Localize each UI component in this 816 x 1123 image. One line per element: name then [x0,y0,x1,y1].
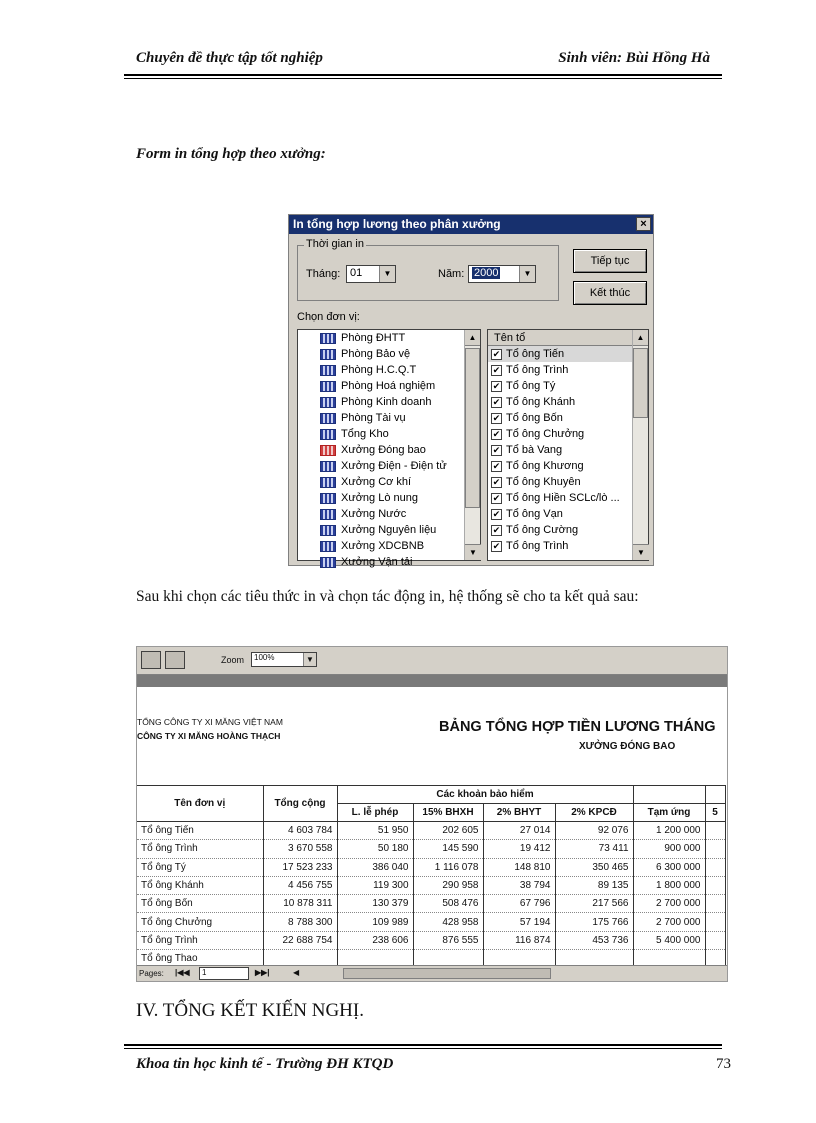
table-icon [320,413,336,424]
preview-toolbar [137,647,727,675]
row-value [705,913,725,931]
unit-label-text: Phòng Bảo vệ [341,348,411,360]
unit-label-text: Xưởng Lò nung [341,492,418,504]
row-value: 2 700 000 [633,913,705,931]
unit-label-text: Phòng Kinh doanh [341,396,432,408]
unit-list-item[interactable] [298,442,480,458]
team-list-item[interactable] [488,538,648,554]
scroll-up-icon[interactable]: ▲ [465,330,480,346]
zoom-select[interactable] [251,652,317,667]
scroll-down-icon[interactable]: ▼ [465,544,481,560]
row-value: 67 796 [483,895,555,913]
report-subtitle: XƯỞNG ĐÓNG BAO [579,741,676,752]
checkbox-icon[interactable]: ✔ [492,364,501,375]
team-list-item[interactable] [488,346,648,362]
unit-label-text: Xưởng Điện - Điện tử [341,460,447,472]
row-unit-name: Tổ ông Trình [137,840,263,858]
unit-list-item[interactable] [298,490,480,506]
team-label-text: Tổ ông Chưởng [506,428,585,440]
unit-list-item[interactable] [298,410,480,426]
report-title: BẢNG TỔNG HỢP TIỀN LƯƠNG THÁNG [439,719,716,735]
scroll-left-icon[interactable]: ◀ [293,968,300,977]
team-label-text: Tổ ông Cường [506,524,579,536]
team-list-header: Tên tổ [488,330,648,346]
team-list-item[interactable] [488,506,648,522]
footer-rule-thin [124,1048,722,1049]
row-value [705,876,725,894]
row-value: 900 000 [633,840,705,858]
row-unit-name: Tổ ông Khánh [137,876,263,894]
row-value: 57 194 [483,913,555,931]
row-value: 89 135 [555,876,633,894]
checkbox-icon[interactable]: ✔ [492,348,501,359]
table-icon [320,365,336,376]
page-value: 1 [202,968,207,977]
col-bhyt: 2% BHYT [483,804,555,822]
checkbox-icon[interactable]: ✔ [492,444,501,455]
team-list-item[interactable] [488,410,648,426]
row-value: 5 400 000 [633,931,705,949]
unit-list-item[interactable] [298,346,480,362]
team-label-text: Tổ ông Khánh [506,396,576,408]
team-list-scrollbar[interactable] [632,330,648,560]
unit-list-item[interactable] [298,426,480,442]
checkbox-icon[interactable]: ✔ [492,540,501,551]
col-leave: L. lễ phép [337,804,413,822]
unit-label-text: Xưởng Đóng bao [341,444,426,456]
row-value: 27 014 [483,822,555,840]
row-value: 876 555 [413,931,483,949]
unit-list-item[interactable] [298,554,480,570]
scroll-thumb[interactable] [633,348,648,418]
team-label-text: Tổ ông Vạn [506,508,563,520]
print-icon[interactable] [141,651,161,669]
page-header [136,50,722,72]
table-icon [320,477,336,488]
row-value: 130 379 [337,895,413,913]
report-preview [136,646,728,982]
unit-list-item[interactable] [298,538,480,554]
footer-rule [124,1044,722,1046]
table-icon [320,333,336,344]
dialog-title: In tổng hợp lương theo phân xưởng [293,217,501,231]
unit-label-text: Phòng ĐHTT [341,332,406,344]
row-value: 453 736 [555,931,633,949]
row-unit-name: Tổ ông Thao [137,950,263,968]
checkbox-icon[interactable]: ✔ [492,524,501,535]
month-value: 01 [350,267,363,279]
table-icon [320,493,336,504]
time-group [297,238,559,301]
col-kpcd: 2% KPCĐ [555,804,633,822]
row-value: 145 590 [413,840,483,858]
table-icon [320,349,336,360]
team-label-text: Tổ ông Khương [506,460,584,472]
team-label-text: Tổ ông Tý [506,380,556,392]
row-value: 8 788 300 [263,913,337,931]
team-list-item[interactable] [488,474,648,490]
row-value: 1 116 078 [413,858,483,876]
month-label: Tháng: [306,268,341,280]
unit-label-text: Xưởng Vận tải [341,556,413,568]
row-value: 4 603 784 [263,822,337,840]
scroll-thumb[interactable] [465,348,480,508]
row-value [705,858,725,876]
table-row [137,931,725,949]
checkbox-icon[interactable]: ✔ [492,460,501,471]
unit-list-item[interactable] [298,522,480,538]
header-left: Chuyên đề thực tập tốt nghiệp [136,50,323,66]
team-label-text: Tổ ông Hiền SCLc/lò ... [506,492,620,504]
year-label: Năm: [438,268,465,280]
col-more: 5 [705,804,725,822]
checkbox-icon[interactable]: ✔ [492,396,501,407]
row-unit-name: Tổ ông Chưởng [137,913,263,931]
section-title: IV. TỔNG KẾT KIẾN NGHỊ. [136,1000,364,1021]
row-value: 50 180 [337,840,413,858]
unit-label-text: Phòng Hoá nghiệm [341,380,436,392]
unit-list-item[interactable] [298,458,480,474]
col-bhxh: 15% BHXH [413,804,483,822]
row-value: 51 950 [337,822,413,840]
team-list-item[interactable] [488,458,648,474]
toolbar-divider [137,675,727,687]
row-value: 1 800 000 [633,876,705,894]
unit-label-text: Xưởng Cơ khí [341,476,412,488]
end-button[interactable]: Kết thúc [573,281,647,305]
team-label-text: Tổ ông Trình [506,540,569,552]
table-icon [320,381,336,392]
header-rule [124,74,722,76]
col-insurance-group: Các khoản bảo hiểm [337,786,633,804]
checkbox-icon[interactable]: ✔ [492,492,501,503]
table-row [137,895,725,913]
row-value: 202 605 [413,822,483,840]
table-icon [320,397,336,408]
row-value: 73 411 [555,840,633,858]
row-unit-name: Tổ ông Tiến [137,822,263,840]
form-caption: Form in tổng hợp theo xưởng: [136,146,326,162]
unit-list-item[interactable] [298,506,480,522]
table-icon [320,461,336,472]
col-total: Tổng cộng [263,786,337,822]
table-row [137,822,725,840]
team-list-item[interactable] [488,522,648,538]
print-dialog [288,214,654,566]
checkbox-icon[interactable]: ✔ [492,476,501,487]
row-value [705,840,725,858]
col-unit: Tên đơn vị [137,786,263,822]
unit-list-item[interactable] [298,474,480,490]
row-value: 386 040 [337,858,413,876]
body-paragraph: Sau khi chọn các tiêu thức in và chọn tác động in, hệ thống sẽ cho ta kết quả sau: [136,588,639,605]
zoom-value: 100% [254,653,275,662]
row-value: 4 456 755 [263,876,337,894]
dialog-title-bar [289,215,653,234]
unit-list-item[interactable] [298,394,480,410]
month-select[interactable] [346,265,396,283]
row-value: 290 958 [413,876,483,894]
row-unit-name: Tổ ông Bốn [137,895,263,913]
row-value: 19 412 [483,840,555,858]
row-value: 17 523 233 [263,858,337,876]
export-icon[interactable] [165,651,185,669]
checkbox-icon[interactable]: ✔ [492,412,501,423]
footer-left: Khoa tin học kinh tế - Trường ĐH KTQD [136,1056,394,1072]
checkbox-icon[interactable]: ✔ [492,428,501,439]
row-unit-name: Tổ ông Trình [137,931,263,949]
unit-label-text: Phòng H.C.Q.T [341,364,417,376]
table-icon [320,541,336,552]
team-list-item[interactable] [488,426,648,442]
header-right: Sinh viên: Bùi Hồng Hà [558,50,710,66]
team-list-item[interactable] [488,362,648,378]
row-value: 428 958 [413,913,483,931]
row-value: 109 989 [337,913,413,931]
horizontal-scroll-thumb[interactable] [343,968,551,979]
unit-list-scrollbar[interactable] [464,330,480,560]
time-group-label: Thời gian in [306,238,364,250]
page-input[interactable] [199,967,249,980]
unit-label-text: Xưởng Nước [341,508,407,520]
table-icon [320,445,336,456]
row-unit-name: Tổ ông Tý [137,858,263,876]
team-label-text: Tổ ông Trình [506,364,569,376]
table-icon [320,509,336,520]
row-value [705,822,725,840]
team-list[interactable] [487,329,649,561]
chevron-down-icon[interactable]: ▼ [519,266,535,282]
company-name: CÔNG TY XI MĂNG HOÀNG THẠCH [137,731,281,741]
row-value: 92 076 [555,822,633,840]
row-value: 148 810 [483,858,555,876]
last-page-icon[interactable]: ▶▶| [255,968,270,977]
row-value: 119 300 [337,876,413,894]
unit-label-text: Phòng Tài vụ [341,412,406,424]
row-value: 38 794 [483,876,555,894]
company-parent: TỔNG CÔNG TY XI MĂNG VIỆT NAM [137,717,283,727]
table-row [137,858,725,876]
table-row [137,840,725,858]
zoom-label: Zoom [221,655,245,665]
table-icon [320,429,336,440]
row-value: 2 700 000 [633,895,705,913]
continue-button[interactable]: Tiếp tục [573,249,647,273]
team-list-item[interactable] [488,394,648,410]
chevron-down-icon[interactable]: ▼ [303,653,316,666]
unit-label: Chọn đơn vị: [297,311,360,323]
col-advance: Tạm ứng [633,804,705,822]
close-icon[interactable]: × [636,217,651,231]
team-label-text: Tổ bà Vang [506,444,563,456]
year-value: 2000 [474,267,499,279]
team-list-item[interactable] [488,490,648,506]
unit-list-item[interactable] [298,362,480,378]
chevron-down-icon[interactable]: ▼ [379,266,395,282]
header-rule-thin [124,78,722,79]
row-value: 1 200 000 [633,822,705,840]
unit-list-item[interactable] [298,330,480,346]
year-select[interactable] [468,265,536,283]
row-value: 10 878 311 [263,895,337,913]
scroll-up-icon[interactable]: ▲ [633,330,648,346]
row-value: 116 874 [483,931,555,949]
team-list-item[interactable] [488,378,648,394]
salary-table [137,785,726,968]
unit-list[interactable] [297,329,481,568]
unit-label-text: Xưởng Nguyên liệu [341,524,437,536]
row-value: 3 670 558 [263,840,337,858]
table-icon [320,557,336,568]
page-number: 73 [716,1056,731,1072]
row-value [705,895,725,913]
table-row [137,913,725,931]
team-label-text: Tổ ông Tiến [506,348,565,360]
unit-label-text: Xưởng XDCBNB [341,540,425,552]
row-value: 6 300 000 [633,858,705,876]
row-value: 350 465 [555,858,633,876]
row-value: 175 766 [555,913,633,931]
table-row [137,876,725,894]
team-label-text: Tổ ông Khuyên [506,476,581,488]
checkbox-icon[interactable]: ✔ [492,380,501,391]
row-value: 508 476 [413,895,483,913]
table-icon [320,525,336,536]
checkbox-icon[interactable]: ✔ [492,508,501,519]
team-label-text: Tổ ông Bốn [506,412,563,424]
pager-bar [137,965,727,981]
row-value: 22 688 754 [263,931,337,949]
pages-label: Pages: [139,969,164,978]
row-value [705,931,725,949]
first-page-icon[interactable]: |◀◀ [175,968,190,977]
scroll-down-icon[interactable]: ▼ [633,544,649,560]
row-value: 217 566 [555,895,633,913]
unit-list-item[interactable] [298,378,480,394]
unit-label-text: Tổng Kho [341,428,389,440]
team-list-item[interactable] [488,442,648,458]
row-value: 238 606 [337,931,413,949]
